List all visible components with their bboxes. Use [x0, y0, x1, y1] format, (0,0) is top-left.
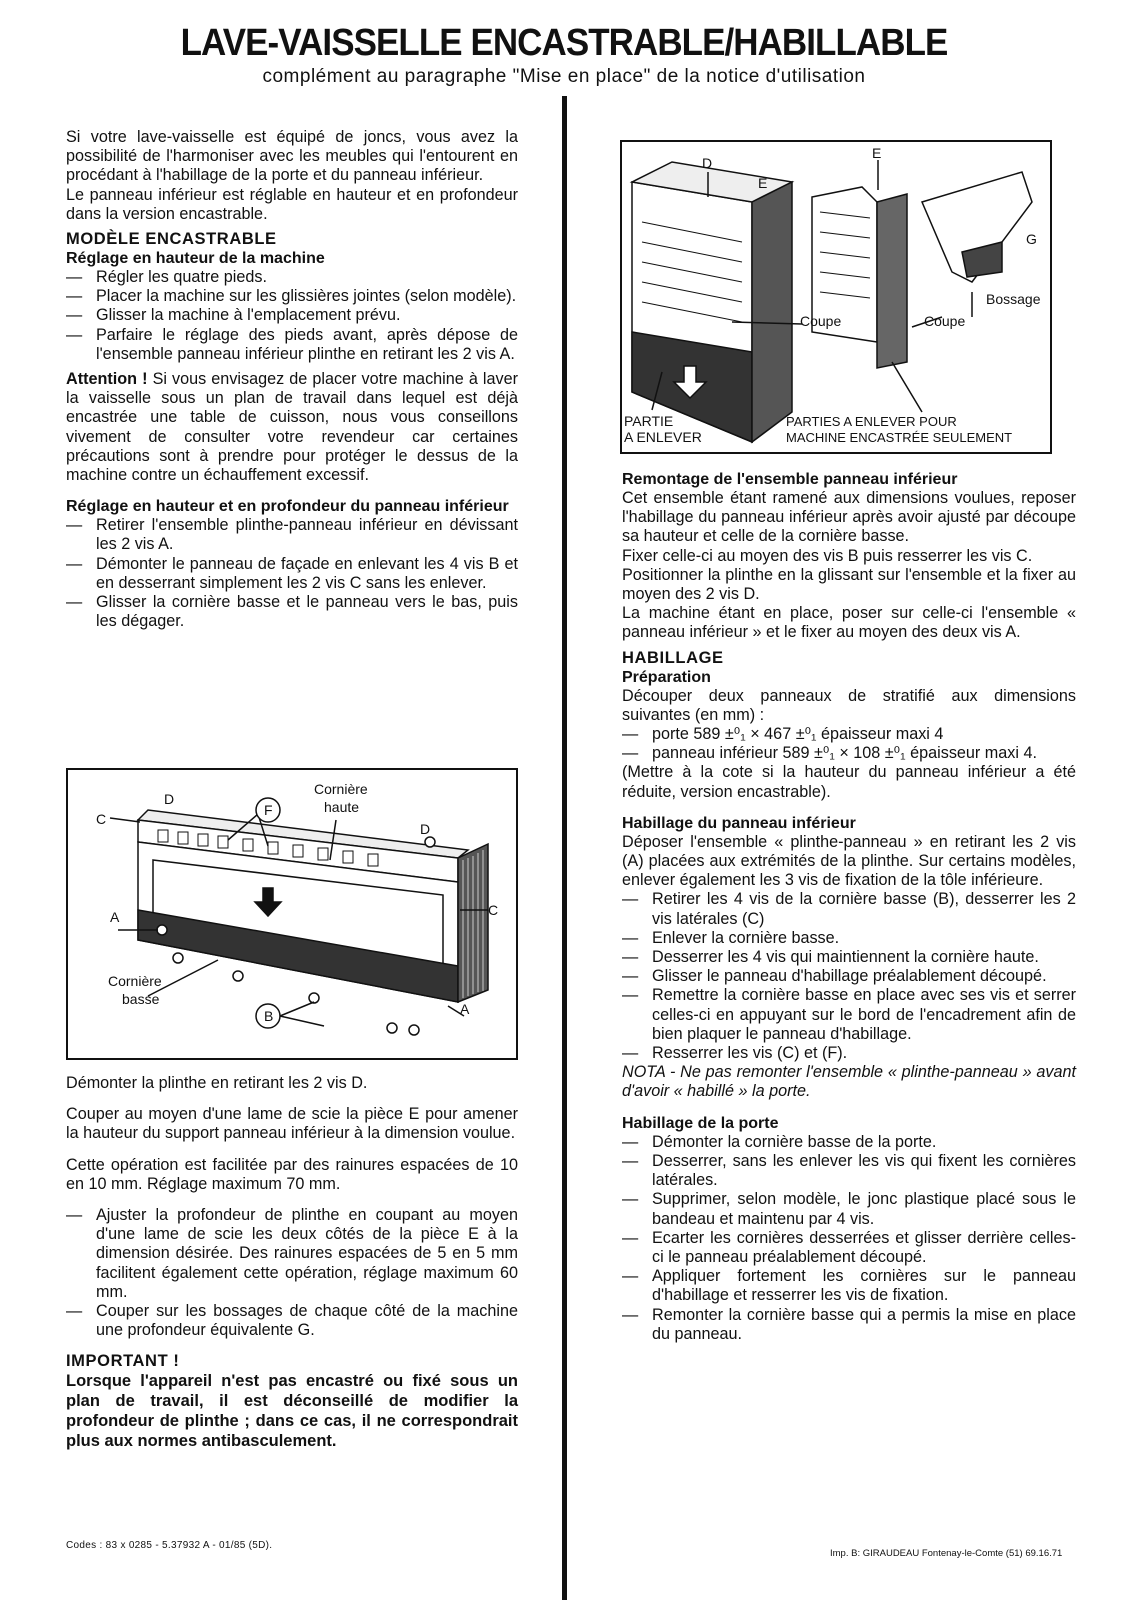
habillage-panneau-heading: Habillage du panneau inférieur: [622, 814, 856, 832]
figure-panneau-inferieur: [66, 768, 518, 1060]
list-item: — Retirer les 4 vis de la cornière basse (B), desserrer les 2 vis latérales (C): [622, 890, 1076, 928]
column-divider: [562, 96, 567, 1600]
label-bossage: Bossage: [986, 291, 1041, 307]
intro-paragraph-2: Le panneau inférieur est réglable en hauteur et en profondeur dans la version encastrable.: [66, 185, 518, 223]
preparation-note: (Mettre à la cote si la hauteur du panneau inférieur a été réduite, version encastrable).: [622, 763, 1076, 801]
habillage-panneau-list: [622, 890, 1076, 1063]
list-item: — Desserrer les 4 vis qui maintiennent la cornière haute.: [622, 948, 1076, 967]
label-c-right: C: [488, 902, 499, 918]
important-text: Lorsque l'appareil n'est pas encastré ou fixé sous un plan de travail, il est déconseillé de modifier la profondeur de plinthe ; dans ce cas, il ne correspondrait plus aux normes antibasculement.: [66, 1372, 518, 1451]
list-item: — Parfaire le réglage des pieds avant, après dépose de l'ensemble panneau inférieur plinthe en retirant les 2 vis A.: [66, 326, 518, 364]
label-d: D: [702, 155, 713, 171]
habillage-porte-list: [622, 1133, 1076, 1344]
label-partie: PARTIE: [624, 413, 674, 429]
page-subtitle: complément au paragraphe "Mise en place" de la notice d'utilisation: [262, 66, 866, 87]
list-item: — Démonter la cornière basse de la porte.: [622, 1133, 1076, 1152]
label-d-right: D: [420, 821, 431, 837]
couper-paragraph: Couper au moyen d'une lame de scie la pièce E pour amener la hauteur du support panneau inférieur à la dimension voulue.: [66, 1105, 518, 1143]
figure-parties-a-enlever: [620, 140, 1052, 454]
list-item: — Retirer l'ensemble plinthe-panneau inférieur en dévissant les 2 vis A.: [66, 516, 518, 554]
label-g: G: [1026, 231, 1037, 247]
attention-label: Attention !: [66, 370, 148, 389]
label-f: F: [264, 802, 273, 818]
label-corniere-haute-2: haute: [324, 799, 360, 815]
list-item: — Glisser la cornière basse et le panneau vers le bas, puis les dégager.: [66, 593, 518, 631]
nota-text: NOTA - Ne pas remonter l'ensemble « plinthe-panneau » avant d'avoir « habillé » la porte.: [622, 1063, 1076, 1101]
reglage-panneau-list: [66, 516, 518, 631]
label-parties-2: MACHINE ENCASTRÉE SEULEMENT: [786, 430, 1013, 445]
habillage-panneau-paragraph: Déposer l'ensemble « plinthe-panneau » en retirant les 2 vis (A) placées aux extrémités de la plinthe. Sur certains modèles, enlever également les 3 vis de fixation de la tôle inférieure.: [622, 832, 1076, 890]
attention-paragraph: [66, 370, 518, 485]
reglage-hauteur-heading: Réglage en hauteur de la machine: [66, 250, 325, 268]
list-item: — Glisser la machine à l'emplacement prévu.: [66, 306, 518, 325]
label-coupe: Coupe: [800, 313, 842, 329]
habillage-heading: HABILLAGE: [622, 648, 724, 667]
label-c: C: [96, 811, 107, 827]
important-heading: IMPORTANT !: [66, 1352, 180, 1371]
list-item: — panneau inférieur 589 ±⁰₁ × 108 ±⁰₁ épaisseur maxi 4.: [622, 744, 1076, 763]
label-b: B: [264, 1008, 274, 1024]
remontage-paragraph-2: Fixer celle-ci au moyen des vis B puis resserrer les vis C.: [622, 546, 1033, 565]
label-parties: PARTIES A ENLEVER POUR: [786, 414, 957, 429]
intro-paragraph: Si votre lave-vaisselle est équipé de joncs, vous avez la possibilité de l'harmoniser avec les meubles qui l'entourent en procédant à l'habillage de la porte et du panneau inférieur.: [66, 128, 518, 185]
right-column: [622, 470, 1076, 1344]
list-item: — porte 589 ±⁰₁ × 467 ±⁰₁ épaisseur maxi 4: [622, 725, 1076, 744]
attention-text: Si vous envisagez de placer votre machine à laver la vaisselle sous un plan de travail dans lequel est déjà encastrée une table de cuisson, nous vous conseillons vivement de consulter votre revendeur car certaines précautions sont à prendre pour protéger le dessus de la machine contre un échauffement excessif.: [66, 370, 518, 485]
label-a-right: A: [460, 1001, 470, 1017]
dimensions-list: [622, 725, 1076, 763]
list-item: — Resserrer les vis (C) et (F).: [622, 1044, 1076, 1063]
preparation-paragraph: Découper deux panneaux de stratifié aux dimensions suivantes (en mm) :: [622, 686, 1076, 724]
page-title: LAVE-VAISSELLE ENCASTRABLE/HABILLABLE: [180, 22, 948, 64]
label-corniere-basse: Cornière: [108, 973, 162, 989]
list-item: — Couper sur les bossages de chaque côté de la machine une profondeur équivalente G.: [66, 1302, 518, 1340]
list-item: — Appliquer fortement les cornières sur le panneau d'habillage et resserrer les vis de fixation.: [622, 1267, 1076, 1305]
operation-paragraph: Cette opération est facilitée par des rainures espacées de 10 en 10 mm. Réglage maximum 70 mm.: [66, 1155, 518, 1193]
remontage-paragraph-3: Positionner la plinthe en la glissant sur l'ensemble et la fixer au moyen des 2 vis D.: [622, 565, 1076, 604]
preparation-heading: Préparation: [622, 668, 711, 686]
list-item: — Glisser le panneau d'habillage préalablement découpé.: [622, 967, 1076, 986]
habillage-porte-heading: Habillage de la porte: [622, 1114, 779, 1132]
panel-drawing: [68, 770, 516, 1058]
list-item: — Enlever la cornière basse.: [622, 929, 1076, 948]
list-item: — Supprimer, selon modèle, le jonc plastique placé sous le bandeau et maintenu par 4 vis.: [622, 1190, 1076, 1228]
list-item: — Démonter le panneau de façade en enlevant les 4 vis B et en desserrant simplement les 2 vis C sans les enlever.: [66, 555, 518, 593]
label-a: A: [110, 909, 120, 925]
modele-encastrable-heading: MODÈLE ENCASTRABLE: [66, 230, 277, 249]
reglage-list: [66, 268, 518, 364]
list-item: — Placer la machine sur les glissières jointes (selon modèle).: [66, 287, 518, 306]
left-column-lower: [66, 1074, 518, 1451]
label-partie-2: A ENLEVER: [624, 429, 702, 445]
plinthe-paragraph: Démonter la plinthe en retirant les 2 vis D.: [66, 1074, 368, 1092]
label-d: D: [164, 791, 175, 807]
list-item: — Remonter la cornière basse qui a permis la mise en place du panneau.: [622, 1306, 1076, 1344]
label-corniere-basse-2: basse: [122, 991, 160, 1007]
footer-codes: Codes : 83 x 0285 - 5.37932 A - 01/85 (5D).: [66, 1540, 273, 1551]
label-e-2: E: [758, 175, 768, 191]
list-item: — Ecarter les cornières desserrées et glisser derrière celles-ci le panneau préalablement découpé.: [622, 1229, 1076, 1267]
left-column: [66, 128, 518, 631]
list-item: — Ajuster la profondeur de plinthe en coupant au moyen d'une lame de scie les deux côtés de la pièce E à la dimension désirée. Des rainures espacées de 5 en 5 mm facilitent également cette opération, réglage maximum 60 mm.: [66, 1206, 518, 1302]
label-corniere-haute: Cornière: [314, 781, 368, 797]
remontage-paragraph-4: La machine étant en place, poser sur celle-ci l'ensemble « panneau inférieur » et le fixer au moyen des deux vis A.: [622, 604, 1076, 642]
remontage-heading: Remontage de l'ensemble panneau inférieur: [622, 471, 958, 488]
list-item: — Desserrer, sans les enlever les vis qui fixent les cornières latérales.: [622, 1152, 1076, 1190]
label-coupe-2: Coupe: [924, 313, 966, 329]
footer-imprimeur: Imp. B: GIRAUDEAU Fontenay-le-Comte (51) 69.16.71: [830, 1548, 1063, 1559]
list-item: — Régler les quatre pieds.: [66, 268, 518, 287]
label-e: E: [872, 145, 882, 161]
remontage-paragraph-1: Cet ensemble étant ramené aux dimensions voulues, reposer l'habillage du panneau inférieur après avoir ajusté par découpe sa hauteur et celle de la cornière basse.: [622, 489, 1076, 546]
ajuster-list: [66, 1206, 518, 1340]
reglage-panneau-heading: Réglage en hauteur et en profondeur du panneau inférieur: [66, 498, 509, 516]
list-item: — Remettre la cornière basse en place avec ses vis et serrer celles-ci en appuyant sur le bord de l'encadrement afin de bien plaquer le panneau d'habillage.: [622, 986, 1076, 1044]
